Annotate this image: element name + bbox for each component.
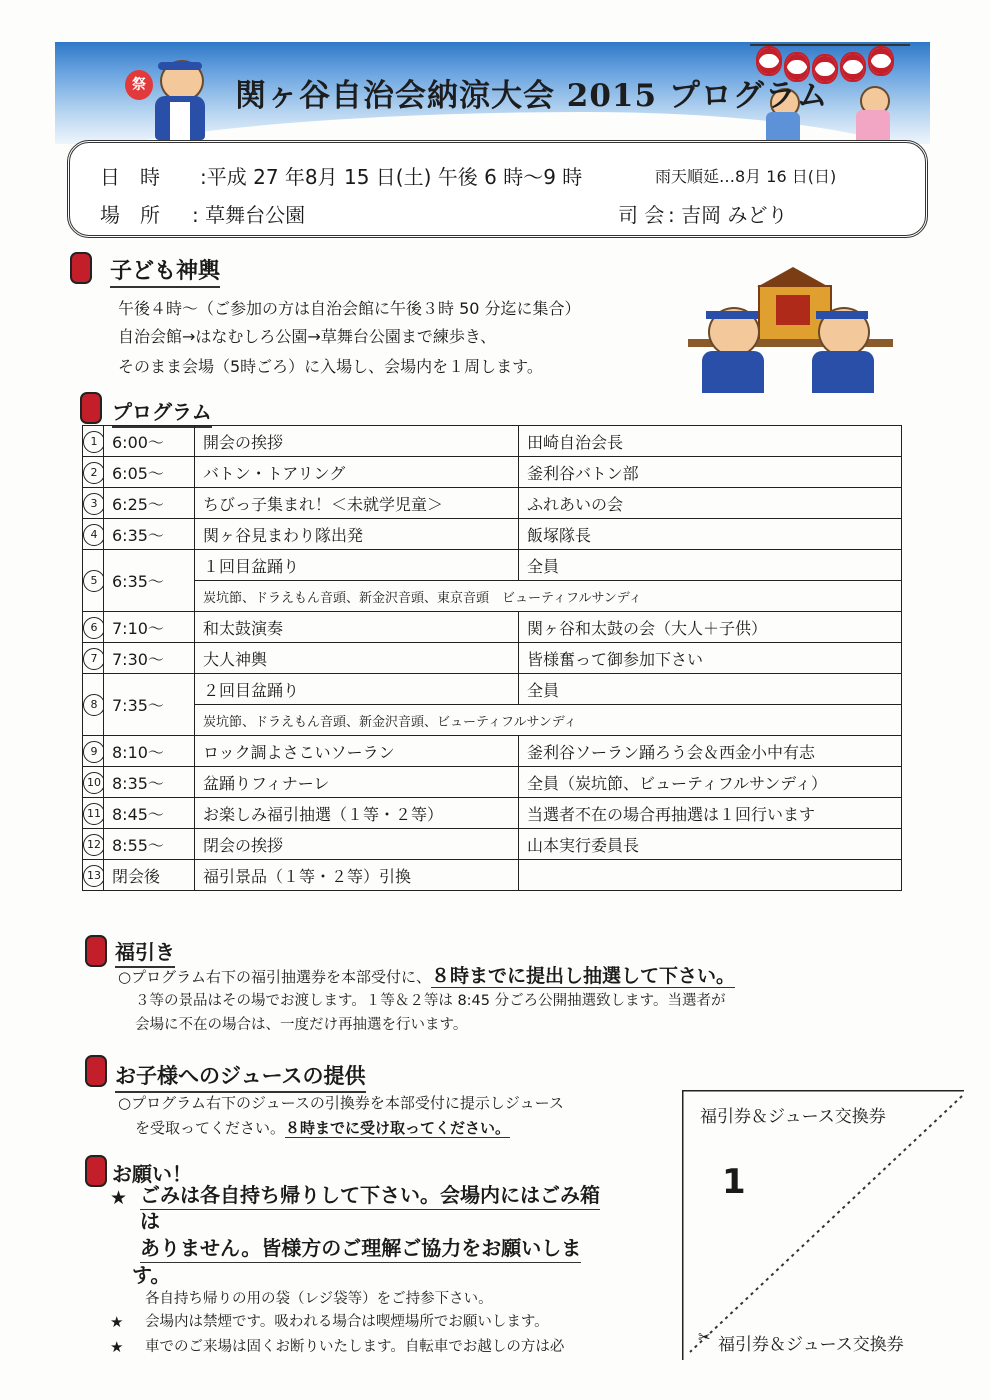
mikoshi-line-1: 午後４時〜（ご参加の方は自治会館に午後３時 50 分迄に集合） (118, 299, 581, 318)
program-number (83, 488, 104, 519)
program-number-badge: 1 (83, 431, 104, 453)
mikoshi-illustration (688, 255, 893, 405)
program-time: 6:35〜 (104, 550, 195, 612)
juice-line-1: ○プログラム右下のジュースの引換券を本部受付に提示しジュース (118, 1094, 564, 1112)
program-number (83, 860, 104, 891)
coupon-cut-lines (682, 1090, 964, 1360)
program-activity: 大人神輿 (195, 643, 519, 674)
raffle-juice-coupon[interactable] (682, 1090, 964, 1360)
lantern-icon (85, 1055, 107, 1087)
mikoshi-line-3: そのまま会場（5時ごろ）に入場し、会場内を１周します。 (118, 357, 543, 376)
program-time: 6:00〜 (104, 426, 195, 457)
scissors-icon: ✂ (698, 1328, 711, 1346)
juice-heading: お子様へのジュースの提供 (115, 1060, 366, 1093)
program-performer: 山本実行委員長 (519, 829, 902, 860)
program-number-badge: 7 (83, 648, 104, 670)
program-number (83, 612, 104, 643)
program-activity: バトン・トアリング (195, 457, 519, 488)
program-number (83, 426, 104, 457)
program-performer: ふれあいの会 (519, 488, 902, 519)
program-number (83, 767, 104, 798)
program-performer: 関ヶ谷和太鼓の会（大人＋子供） (519, 612, 902, 643)
program-row (83, 829, 902, 860)
program-activity: ロック調よさこいソーラン (195, 736, 519, 767)
program-activity: 閉会の挨拶 (195, 829, 519, 860)
program-time: 6:35〜 (104, 519, 195, 550)
program-number-badge: 9 (83, 741, 104, 763)
program-performer: 釜利谷ソーラン踊ろう会＆西金小中有志 (519, 736, 902, 767)
program-performer: 全員 (519, 550, 902, 581)
fukubiki-heading: 福引き (115, 936, 175, 968)
program-table (82, 425, 902, 891)
onegai-line-2: は (140, 1209, 160, 1233)
program-number-badge: 11 (83, 803, 104, 825)
juice-line-2b: ８時までに受け取ってください。 (285, 1119, 511, 1137)
fukubiki-line-2: ３等の景品はその場でお渡します。１等＆２等は 8:45 分ごろ公開抽選致します。当選者が (135, 993, 726, 1009)
coupon-title-bottom: 福引券＆ジュース交換券 (718, 1335, 904, 1355)
program-performer: 全員 (519, 674, 902, 705)
program-row (83, 798, 902, 829)
program-number (83, 457, 104, 488)
onegai-star-3: ★ (110, 1338, 124, 1356)
festival-fan-icon (125, 70, 153, 100)
fukubiki-line-1b: ８時までに提出し抽選して下さい。 (430, 965, 735, 987)
event-info-box (67, 140, 928, 238)
program-performer: 全員（炭坑節、ビューティフルサンディ） (519, 767, 902, 798)
onegai-line-3: ありません。皆様方のご理解ご協力をお願いしま (140, 1235, 581, 1263)
program-performer: 釜利谷バトン部 (519, 457, 902, 488)
place-label: 場 所 (100, 203, 160, 227)
date-value: :平成 27 年8月 15 日(土) 午後 6 時〜9 時 (200, 165, 583, 189)
program-row (83, 860, 902, 891)
program-activity: 関ヶ谷見まわり隊出発 (195, 519, 519, 550)
program-song-list: 炭坑節、ドラえもん音頭、新金沢音頭、東京音頭 ビューティフルサンディ (195, 581, 902, 612)
program-time: 8:45〜 (104, 798, 195, 829)
fan-mark: 祭 (132, 77, 146, 93)
program-number-badge: 13 (83, 865, 104, 887)
onegai-item-3: 車でのご来場は固くお断りいたします。自転車でお越しの方は必 (145, 1339, 565, 1355)
program-row (83, 488, 902, 519)
program-heading: プログラム (112, 396, 212, 428)
lantern-icon (85, 935, 107, 967)
juice-line-2 (135, 1118, 510, 1138)
program-number (83, 798, 104, 829)
program-time: 7:35〜 (104, 674, 195, 736)
onegai-line-4: す。 (132, 1263, 171, 1287)
program-activity: １回目盆踊り (195, 550, 519, 581)
program-activity: 開会の挨拶 (195, 426, 519, 457)
program-number (83, 674, 104, 736)
program-performer: 飯塚隊長 (519, 519, 902, 550)
rain-note: 雨天順延…8月 16 日(日) (655, 167, 837, 186)
program-activity: 盆踊りフィナーレ (195, 767, 519, 798)
program-row (83, 426, 902, 457)
program-row (83, 674, 902, 705)
program-number (83, 550, 104, 612)
program-row (83, 550, 902, 581)
program-row (83, 736, 902, 767)
program-number-badge: 4 (83, 524, 104, 546)
fukubiki-line-3: 会場に不在の場合は、一度だけ再抽選を行います。 (135, 1017, 468, 1033)
page-title: 関ヶ谷自治会納涼大会 2015 プログラム (235, 78, 829, 114)
program-time: 6:05〜 (104, 457, 195, 488)
coupon-title-top: 福引券＆ジュース交換券 (700, 1107, 886, 1127)
program-time: 7:30〜 (104, 643, 195, 674)
program-row (83, 612, 902, 643)
onegai-line-1: ごみは各自持ち帰りして下さい。会場内にはごみ箱 (140, 1182, 600, 1210)
program-number-badge: 10 (83, 772, 104, 794)
lantern-icon (85, 1155, 107, 1187)
fukubiki-line-1a: ○プログラム右下の福引抽選券を本部受付に、 (118, 968, 431, 986)
fukubiki-line-1 (118, 964, 735, 990)
festival-boy-illustration (125, 52, 225, 147)
onegai-star-1: ★ (110, 1187, 128, 1209)
place-value: : 草舞台公園 (192, 203, 306, 227)
program-number (83, 829, 104, 860)
program-activity: お楽しみ福引抽選（１等・２等） (195, 798, 519, 829)
onegai-heading: お願い！ (112, 1162, 192, 1186)
program-subrow (83, 581, 902, 612)
program-time: 閉会後 (104, 860, 195, 891)
program-number-badge: 12 (83, 834, 104, 856)
program-activity: 福引景品（１等・２等）引換 (195, 860, 519, 891)
program-time: 8:35〜 (104, 767, 195, 798)
program-number (83, 736, 104, 767)
juice-line-2a: を受取ってください。 (135, 1119, 286, 1137)
program-number-badge: 2 (83, 462, 104, 484)
program-performer: 皆様奮って御参加下さい (519, 643, 902, 674)
lantern-icon (70, 252, 92, 284)
coupon-number: 1 (722, 1162, 746, 1202)
program-time: 6:25〜 (104, 488, 195, 519)
program-activity: ちびっ子集まれ！＜未就学児童＞ (195, 488, 519, 519)
mikoshi-heading: 子ども神輿 (110, 254, 220, 288)
onegai-star-2: ★ (110, 1313, 124, 1331)
mc-value: : 吉岡 みどり (668, 203, 788, 227)
program-number-badge: 8 (83, 694, 104, 716)
program-number-badge: 5 (83, 570, 104, 592)
mikoshi-line-2: 自治会館→はなむしろ公園→草舞台公園まで練歩き、 (118, 327, 497, 346)
onegai-line-5: 各自持ち帰りの用の袋（レジ袋等）をご持参下さい。 (145, 1291, 493, 1307)
program-subrow (83, 705, 902, 736)
program-performer (519, 860, 902, 891)
program-time: 7:10〜 (104, 612, 195, 643)
date-label: 日 時 (100, 165, 160, 189)
mc-label: 司 会 (618, 203, 665, 227)
onegai-item-2: 会場内は禁煙です。吸われる場合は喫煙場所でお願いします。 (145, 1314, 549, 1330)
program-number-badge: 6 (83, 617, 104, 639)
program-row (83, 767, 902, 798)
program-performer: 当選者不在の場合再抽選は１回行います (519, 798, 902, 829)
program-activity: 和太鼓演奏 (195, 612, 519, 643)
program-row (83, 457, 902, 488)
program-row (83, 643, 902, 674)
lantern-icon (80, 392, 102, 424)
program-activity: ２回目盆踊り (195, 674, 519, 705)
program-performer: 田崎自治会長 (519, 426, 902, 457)
program-time: 8:10〜 (104, 736, 195, 767)
program-number (83, 643, 104, 674)
program-row (83, 519, 902, 550)
program-number-badge: 3 (83, 493, 104, 515)
program-number (83, 519, 104, 550)
program-time: 8:55〜 (104, 829, 195, 860)
program-song-list: 炭坑節、ドラえもん音頭、新金沢音頭、ビューティフルサンディ (195, 705, 902, 736)
